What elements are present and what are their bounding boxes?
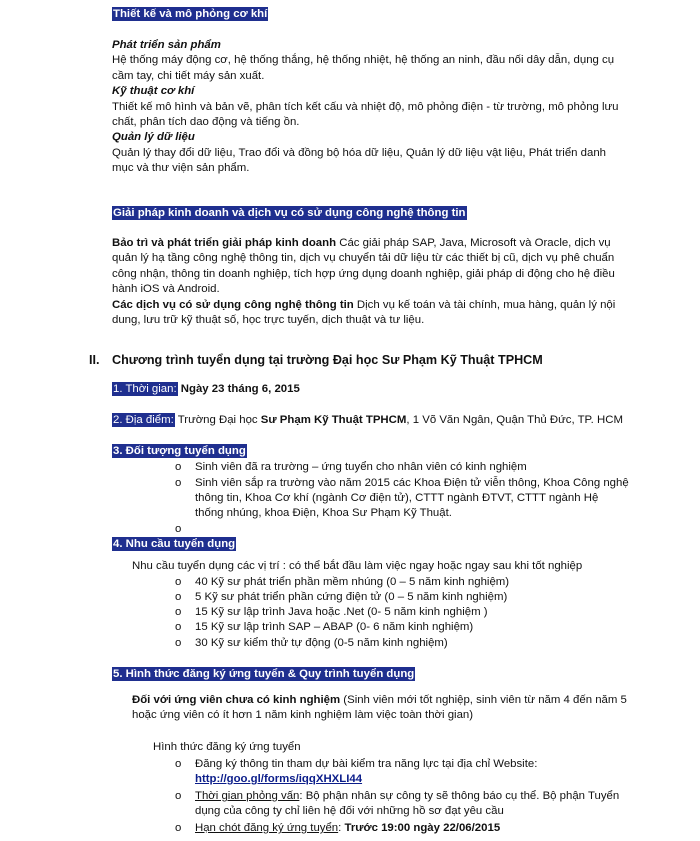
registration-link[interactable]: http://goo.gl/forms/iqqXHXLI44 [195, 773, 363, 785]
list-item: 5 Kỹ sư phát triển phần cứng điện tử (0 – 5 năm kinh nghiệm) [195, 591, 508, 603]
paragraph-line: công nhận, thông tin doanh nghiệp, tích hợp ứng dụng doanh nghiệp, giải pháp di động cho hệ điều [112, 267, 615, 280]
list-item: 15 Kỹ sư lập trình Java hoặc .Net (0- 5 năm kinh nghiệm ) [195, 606, 488, 618]
interview-line: Thời gian phỏng vấn: Bộ phận nhân sự công ty sẽ thông báo cụ thể. Bộ phận Tuyển [195, 790, 620, 802]
bullet: o [175, 606, 182, 618]
item-text: chất, phân tích dao động và tiếng ồn. [112, 116, 300, 129]
apply-paragraph: Đối với ứng viên chưa có kinh nghiệm (Sinh viên mới tốt nghiệp, sinh viên từ năm 4 đến năm 5 hoặc ứng viên có ít hơn 1 năm kinh nghiệm làm việc toàn thời gian) [132, 694, 627, 722]
paragraph-line: dung, lưu trữ kỹ thuật số, học trực tuyến, dịch thuật và tư liệu. [112, 314, 425, 327]
bullet: o [175, 822, 182, 834]
interview-line-2: dụng của công ty chỉ liên hệ đối với những hồ sơ đạt yêu cầu [195, 805, 504, 817]
bullet: o [175, 758, 182, 770]
item-title-data-mgmt: Quản lý dữ liệu [112, 131, 195, 144]
paragraph-line: hành iOS và Android. [112, 283, 220, 296]
deadline-value: Trước 19:00 ngày 22/06/2015 [344, 822, 501, 834]
business-paragraphs [112, 236, 677, 328]
list-item: Sinh viên đã ra trường – ứng tuyển cho nhân viên có kinh nghiệm [195, 461, 527, 473]
bullet: o [175, 790, 182, 802]
section-heading-mechanical: Thiết kế và mô phỏng cơ khí [113, 8, 268, 20]
bullet: o [175, 591, 182, 603]
item-title-product-dev: Phát triển sản phẩm [112, 39, 221, 51]
interview-label: Thời gian phỏng vấn [195, 790, 300, 802]
target-heading: 3. Đối tượng tuyển dụng [113, 445, 246, 457]
list-item: thông tin, Khoa Cơ khí (ngành Cơ điện tử), CTTT ngành ĐTVT, CTTT ngành Hệ [195, 492, 599, 504]
register-line: Đăng ký thông tin tham dự bài kiểm tra năng lực tại địa chỉ Website: [195, 758, 538, 770]
apply-form-label: Hình thức đăng ký ứng tuyển [153, 741, 301, 753]
list-item: 15 Kỹ sư lập trình SAP – ABAP (0- 6 năm kinh nghiệm) [195, 621, 474, 633]
item-text: Thiết kế mô hình và bản vẽ, phân tích kết cấu và nhiệt độ, mô phỏng điện - từ trường, mô phỏng lưu [112, 100, 619, 113]
mechanical-items [112, 38, 677, 177]
item-title-mech-eng: Kỹ thuật cơ khí [112, 85, 195, 98]
bullet: o [175, 523, 182, 535]
needs-heading: 4. Nhu cầu tuyển dụng [113, 538, 236, 550]
paragraph-line: quản lý hạ tầng công nghệ thông tin, dịch vụ chuyển tải dữ liệu từ các thiết bị cũ, dịch vụ phê chuẩn [112, 252, 615, 265]
bullet: o [175, 576, 182, 588]
item-text: Hệ thống máy động cơ, hệ thống thắng, hệ thống nhiệt, hệ thống an ninh, đầu nối dây dẫn, dụng cụ [112, 54, 615, 67]
item-text: Quản lý thay đổi dữ liệu, Trao đổi và đồng bộ hóa dữ liệu, Quản lý dữ liệu vật liệu, Phát triển danh [112, 146, 606, 159]
paragraph-title: Các dịch vụ có sử dụng công nghệ thông tin [112, 298, 354, 311]
time-label: 1. Thời gian: [113, 383, 177, 395]
paragraph-line: Các dịch vụ có sử dụng công nghệ thông tin Dịch vụ kế toán và tài chính, mua hàng, quản lý nội [112, 298, 616, 311]
section-title: Chương trình tuyển dụng tại trường Đại học Sư Phạm Kỹ Thuật TPHCM [112, 353, 543, 367]
section-number: II. [89, 353, 100, 367]
time-row [112, 382, 300, 397]
section-heading-business: Giải pháp kinh doanh và dịch vụ có sử dụng công nghệ thông tin [113, 207, 466, 219]
needs-intro: Nhu cầu tuyển dụng các vị trí : có thể bắt đầu làm việc ngay hoặc ngay sau khi tốt nghiệp [132, 560, 583, 572]
place-row: 2. Địa điểm: Trường Đại học Sư Phạm Kỹ Thuật TPHCM, 1 Võ Văn Ngân, Quận Thủ Đức, TP. HCM [113, 414, 623, 426]
list-item: Sinh viên sắp ra trường vào năm 2015 các Khoa Điện tử viễn thông, Khoa Công nghệ [195, 477, 629, 489]
list-item: thống nhúng, khoa Điện, Khoa Sư Phạm Kỹ Thuật. [195, 507, 452, 519]
time-value: Ngày 23 tháng 6, 2015 [177, 383, 300, 395]
item-text: mục và thư viện sản phẩm. [112, 162, 250, 175]
place-label: 2. Địa điểm: [113, 414, 174, 426]
item-text: cầm tay, chi tiết máy sản xuất. [112, 69, 265, 82]
bullet: o [175, 637, 182, 649]
bullet: o [175, 621, 182, 633]
list-item: 30 Kỹ sư kiểm thử tự động (0-5 năm kinh nghiệm) [195, 637, 448, 649]
deadline-line: Hạn chót đăng ký ứng tuyển: Trước 19:00 ngày 22/06/2015 [195, 822, 501, 834]
bullet: o [175, 477, 182, 489]
paragraph-title: Bảo trì và phát triển giải pháp kinh doanh [112, 237, 337, 249]
list-item: 40 Kỹ sư phát triển phần mềm nhúng (0 – 5 năm kinh nghiệm) [195, 576, 510, 588]
paragraph-line: Bảo trì và phát triển giải pháp kinh doanh Các giải pháp SAP, Java, Microsoft và Oracle, dịch vụ [112, 237, 611, 249]
deadline-label: Hạn chót đăng ký ứng tuyển [195, 822, 339, 834]
bullet: o [175, 461, 182, 473]
apply-heading: 5. Hình thức đăng ký ứng tuyển & Quy trình tuyển dụng [113, 668, 415, 680]
